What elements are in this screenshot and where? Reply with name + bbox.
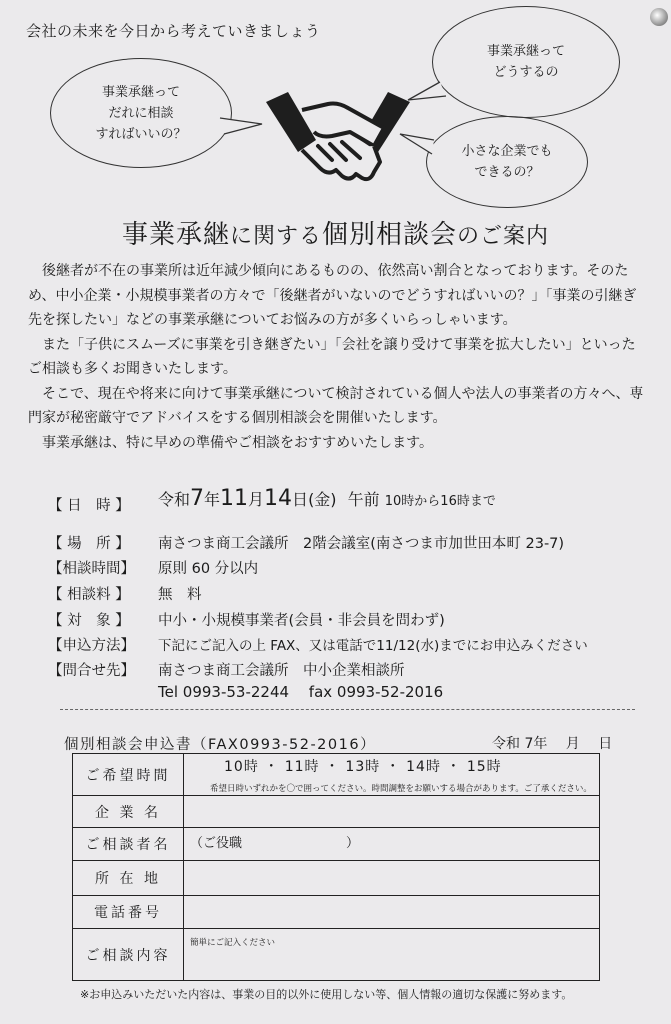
form-label-company: 企 業 名 <box>73 796 184 828</box>
tagline: 会社の未来を今日から考えていきましょう <box>26 22 321 40</box>
form-field-address[interactable] <box>184 861 600 896</box>
form-field-content[interactable]: 簡単にご記入ください <box>184 929 600 981</box>
privacy-note: ※お申込みいただいた内容は、事業の目的以外に使用しない等、個人情報の適切な保護に努めます。 <box>80 988 573 1001</box>
form-label-person: ご相談者名 <box>73 828 184 861</box>
form-field-phone[interactable] <box>184 896 600 929</box>
cut-line <box>60 709 635 710</box>
form-field-company[interactable] <box>184 796 600 828</box>
info-duration: 【相談時間】 原則 60 分以内 <box>48 561 259 577</box>
form-label-time: ご希望時間 <box>73 754 184 796</box>
intro-paragraph: 事業承継は、特に早めの準備やご相談をおすすめいたします。 <box>42 434 434 451</box>
bubble-how-to: 事業承継って どうするの <box>432 6 620 118</box>
form-label-address: 所 在 地 <box>73 861 184 896</box>
info-target: 【 対 象 】 中小・小規模事業者(会員・非会員を問わず) <box>48 613 445 629</box>
form-label-content: ご相談内容 <box>73 929 184 981</box>
form-date: 令和 7年 月 日 <box>492 736 613 752</box>
info-fee: 【 相談料 】 無 料 <box>48 587 202 603</box>
intro-paragraph: そこで、現在や将来に向けて事業承継について検討されている個人や法人の事業者の方々へ、専門家が秘密厳守でアドバイスをする個別相談会を開催いたします。 <box>28 385 644 426</box>
info-apply: 【申込方法】 下記にご記入の上 FAX、又は電話で11/12(水)までにお申込みください <box>48 638 588 654</box>
intro-paragraph: また「子供にスムーズに事業を引き継ぎたい」「会社を譲り受けて事業を拡大したい」といったご相談も多くお聞きいたします。 <box>28 336 636 377</box>
intro-text <box>28 259 648 455</box>
bubble-small-business: 小さな企業でも できるの？ <box>426 116 588 208</box>
application-form <box>72 753 600 981</box>
bubble-who-to-consult: 事業承継って だれに相談 すればいいの？ <box>50 58 232 168</box>
form-title: 個別相談会申込書（FAX0993-52-2016） <box>64 737 377 753</box>
page-title: 事業承継に関する個別相談会のご案内 <box>121 220 550 250</box>
form-field-person[interactable]: （ご役職 ） <box>184 828 600 861</box>
info-contact: 【問合せ先】 南さつま商工会議所 中小企業相談所 <box>48 663 405 679</box>
handshake-icon <box>262 88 414 192</box>
intro-paragraph: 後継者が不在の事業所は近年減少傾向にあるものの、依然高い割合となっております。そのため、中小企業・小規模事業者の方々で「後継者がいないのでどうすればいいの？」「事業の引継ぎ先を探したい」などの事業承継についてお悩みの方が多くいらっしゃいます。 <box>28 263 637 328</box>
bubble-left-tail <box>190 100 270 140</box>
form-field-time[interactable]: 10時 ・ 11時 ・ 13時 ・ 14時 ・ 15時 希望日時いずれかを〇で囲ってください。時間調整をお願いする場合があります。ご了承ください。 <box>184 754 600 796</box>
info-place: 【 場 所 】 南さつま商工会議所 2階会議室(南さつま市加世田本町 23-7) <box>48 536 565 552</box>
pin-icon <box>650 8 668 26</box>
info-date: 【 日 時 】 令和7年11月14日(金) 午前 10時から16時まで <box>48 486 496 514</box>
form-label-phone: 電話番号 <box>73 896 184 929</box>
